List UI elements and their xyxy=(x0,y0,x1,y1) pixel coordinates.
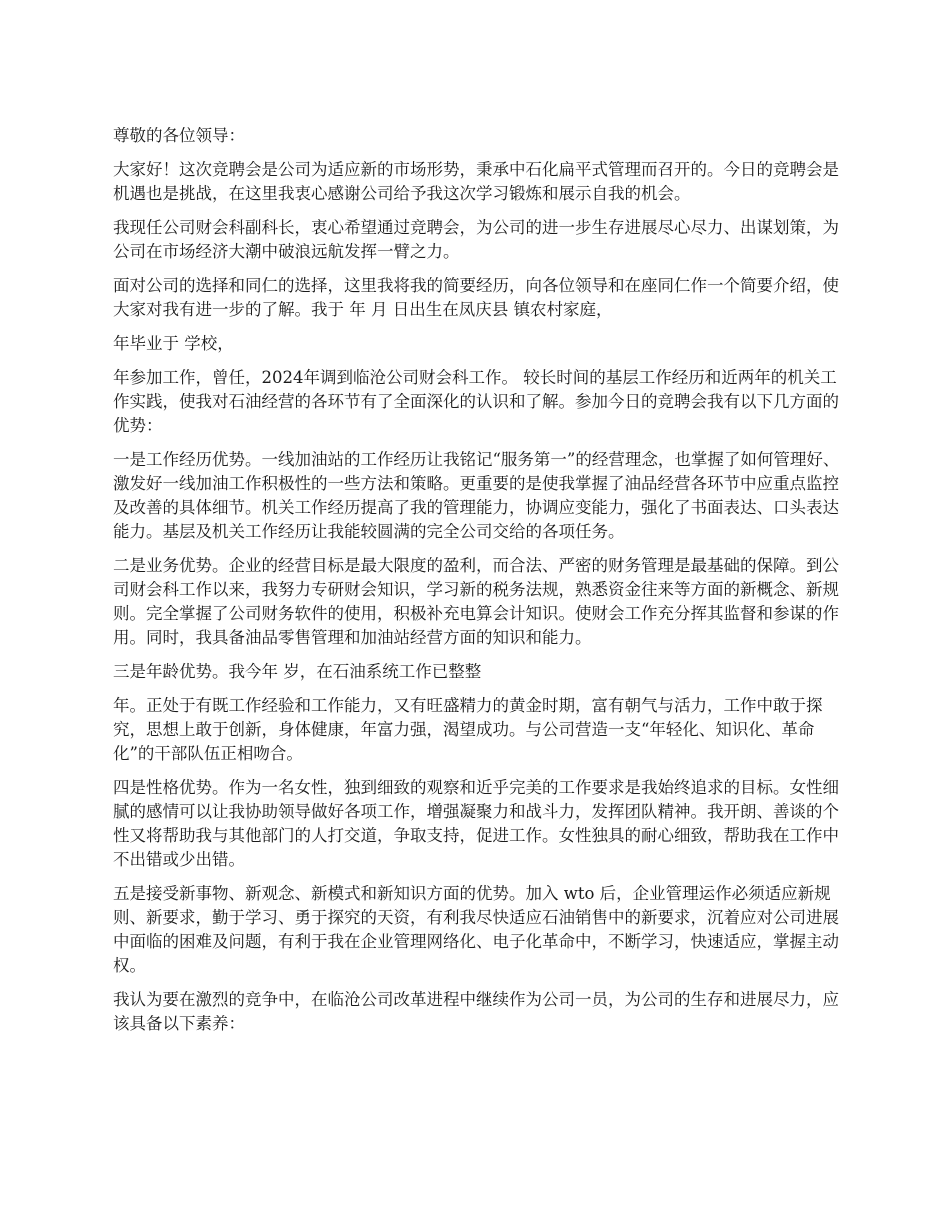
paragraph-greeting: 大家好！这次竞聘会是公司为适应新的市场形势，秉承中石化扁平式管理而召开的。今日的竞聘会是机遇也是挑战，在这里我衷心感谢公司给予我这次学习锻炼和展示自我的机会。 xyxy=(113,160,839,203)
document-body xyxy=(113,124,840,1046)
paragraph-age-continued: 年。正处于有既工作经验和工作能力，又有旺盛精力的黄金时期，富有朝气与活力，工作中敢于探究，思想上敢于创新，身体健康，年富力强，渴望成功。与公司营造一支“年轻化、知识化、革命化”的干部队伍正相吻合。 xyxy=(113,696,823,763)
paragraph-advantage-business: 二是业务优势。企业的经营目标是最大限度的盈利，而合法、严密的财务管理是最基础的保障。到公司财会科工作以来，我努力专研财会知识，学习新的税务法规，熟悉资金往来等方面的新概念、新规则。完全掌握了公司财务软件的使用，积极补充电算会计知识。使财会工作充分挥其监督和参谋的作用。同时，我具备油品零售管理和加油站经营方面的知识和能力。 xyxy=(113,556,839,647)
paragraph-current-position: 我现任公司财会科副科长，衷心希望通过竞聘会，为公司的进一步生存进展尽心尽力、出谋划策，为公司在市场经济大潮中破浪远航发挥一臂之力。 xyxy=(113,218,839,261)
paragraph-qualities-intro: 我认为要在激烈的竞争中，在临沧公司改革进程中继续作为公司一员，为公司的生存和进展尽力，应该具备以下素养： xyxy=(113,990,839,1033)
paragraph-advantage-new-knowledge: 五是接受新事物、新观念、新模式和新知识方面的优势。加入 wto 后，企业管理运作必须适应新规则、新要求，勤于学习、勇于探究的天资，有利我尽快适应石油销售中的新要求，沉着应对公司进展中面临的困难及问题，有利于我在企业管理网络化、电子化革命中，不断学习，快速适应，掌握主动权。 xyxy=(113,884,839,975)
paragraph-advantage-experience: 一是工作经历优势。一线加油站的工作经历让我铭记“服务第一”的经营理念，也掌握了如何管理好、激发好一线加油工作积极性的一些方法和策略。更重要的是使我掌握了油品经营各环节中应重点监控及改善的具体细节。机关工作经历提高了我的管理能力，协调应变能力，强化了书面表达、口头表达能力。基层及机关工作经历让我能较圆满的完全公司交给的各项任务。 xyxy=(113,450,840,541)
paragraph-work-history: 年参加工作，曾任，2024年调到临沧公司财会科工作。 较长时间的基层工作经历和近两年的机关工作实践，使我对石油经营的各环节有了全面深化的认识和了解。参加今日的竞聘会我有以下几方面的优势： xyxy=(113,368,839,435)
paragraph-advantage-personality: 四是性格优势。作为一名女性，独到细致的观察和近乎完美的工作要求是我始终追求的目标。女性细腻的感情可以让我协助领导做好各项工作，增强凝聚力和战斗力，发挥团队精神。我开朗、善谈的个性又将帮助我与其他部门的人打交道，争取支持，促进工作。女性独具的耐心细致，帮助我在工作中不出错或少出错。 xyxy=(113,778,839,869)
paragraph-graduation: 年毕业于 学校， xyxy=(113,334,234,353)
paragraph-advantage-age: 三是年龄优势。我今年 岁，在石油系统工作已整整 xyxy=(113,662,482,681)
paragraph-introduction: 面对公司的选择和同仁的选择，这里我将我的简要经历，向各位领导和在座同仁作一个简要介绍，使大家对我有进一步的了解。我于 年 月 日出生在凤庆县 镇农村家庭， xyxy=(113,276,839,319)
salutation: 尊敬的各位领导： xyxy=(113,126,245,145)
